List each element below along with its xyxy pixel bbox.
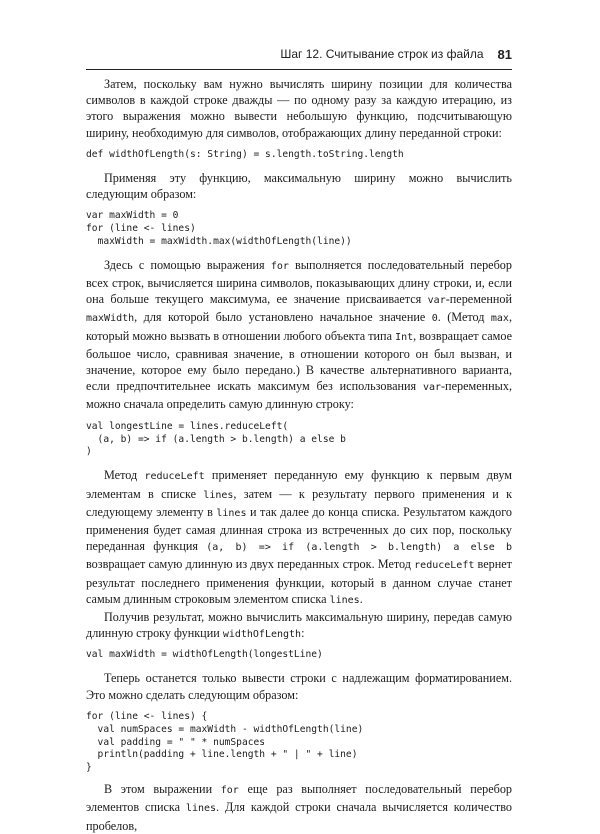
inline-code: lines xyxy=(185,803,217,815)
text-run: возвращает самую длинную из двух переданных строк. Метод xyxy=(86,557,415,572)
header-rule xyxy=(86,69,512,70)
text-run: Метод xyxy=(104,468,145,483)
text-run: применяет переданную ему функцию к первым двум элементам в списке xyxy=(86,468,512,501)
text-run: . Для каждой строки сначала вычисляется количество пробелов, xyxy=(86,800,512,833)
text-run: . (Метод xyxy=(437,310,491,325)
code-block-3: val longestLine = lines.reduceLeft( (a, b) => if (a.length > b.length) a else b ) xyxy=(86,420,346,458)
inline-code: (a, b) => if (a.length > b.length) a else b xyxy=(206,542,512,554)
code-block-4: val maxWidth = widthOfLength(longestLine) xyxy=(86,649,323,661)
code-block-5: for (line <- lines) { val numSpaces = maxWidth - widthOfLength(line) val padding = " " * numSpaces println(padding + line.length + " | " + line) } xyxy=(86,710,364,774)
paragraph-6 xyxy=(86,670,512,702)
page-number: 81 xyxy=(497,46,512,62)
text-run: -переменной xyxy=(445,292,512,307)
code-block-2: var maxWidth = 0 for (line <- lines) maxWidth = maxWidth.max(widthOfLength(line)) xyxy=(86,210,352,247)
inline-code: var xyxy=(422,382,441,394)
inline-code: lines xyxy=(203,489,234,501)
text-run: -переменных, можно сначала определить самую длинную строку: xyxy=(86,379,512,412)
text-run: , возвращает самое большое число, сравнивая значение, в отношении которого он был вызван, и значение, которое ему было передано.) В качестве альтернативного варианта, если предпочтительнее искать максимум без использования xyxy=(86,328,512,394)
running-header xyxy=(86,44,512,64)
text-run: , который можно вызвать в отношении любого объекта типа xyxy=(86,310,512,343)
paragraph-4 xyxy=(86,467,512,609)
text-run: еще раз выполняет последовательный перебор элементов списка xyxy=(86,782,513,815)
text-run: , для которой было установлено начальное значение xyxy=(134,310,432,325)
text-run: вернет результат последнего применения функции, который в данном случае станет самым длинным строковым элементом списка xyxy=(86,557,512,606)
text-run: . xyxy=(359,591,363,606)
page-body xyxy=(86,76,512,834)
inline-code: maxWidth xyxy=(86,313,135,325)
inline-code: for xyxy=(270,260,289,272)
text-run: Получив результат, можно вычислить максимальную ширину, передав самую длинную строку функции xyxy=(86,610,512,641)
paragraph-2 xyxy=(86,170,512,202)
paragraph-3 xyxy=(86,257,512,413)
paragraph-1-text: Затем, поскольку вам нужно вычислять ширину позиции для количества символов в каждой строке дважды — по одному разу за каждую итерацию, из этого выражения можно вывести небольшую функцию, подсчитывающую ширину, необходимую для символов, отображающих длину переданной строки: xyxy=(86,77,512,140)
code-block-1: def widthOfLength(s: String) = s.length.toString.length xyxy=(86,148,404,160)
inline-code: lines xyxy=(216,507,247,519)
inline-code: reduceLeft xyxy=(144,471,205,483)
inline-code: widthOfLength xyxy=(222,629,302,641)
text-run: Здесь с помощью выражения xyxy=(104,257,271,272)
inline-code: lines xyxy=(329,594,360,606)
text-run: В этом выражении xyxy=(104,782,221,797)
inline-code: var xyxy=(427,295,446,307)
inline-code: for xyxy=(220,785,239,797)
chapter-title: Шаг 12. Считывание строк из файла xyxy=(280,47,484,61)
paragraph-6-text: Теперь останется только вывести строки с надлежащим форматированием. Это можно сделать следующим образом: xyxy=(86,671,512,702)
text-run: выполняется последовательный перебор всех строк, вычисляется ширина символов, показывающих длину строки, и, если она больше текущего максимума, ее значение присваивается xyxy=(86,257,512,307)
paragraph-1 xyxy=(86,76,512,141)
paragraph-7 xyxy=(86,781,512,834)
inline-code: Int xyxy=(395,331,414,343)
inline-code: max xyxy=(490,313,509,325)
inline-code: 0 xyxy=(431,313,438,325)
text-run: , затем — к результату первого применения и к следующему элементу в xyxy=(86,486,513,519)
inline-code: reduceLeft xyxy=(414,560,475,572)
text-run: и так далее до конца списка. Результатом каждого применения будет самая длинная строка из встреченных до сих пор, поскольку переданная функция xyxy=(86,504,512,554)
paragraph-5 xyxy=(86,609,512,643)
text-run: : xyxy=(301,626,305,641)
paragraph-2-text: Применяя эту функцию, максимальную ширину можно вычислить следующим образом: xyxy=(86,170,512,201)
